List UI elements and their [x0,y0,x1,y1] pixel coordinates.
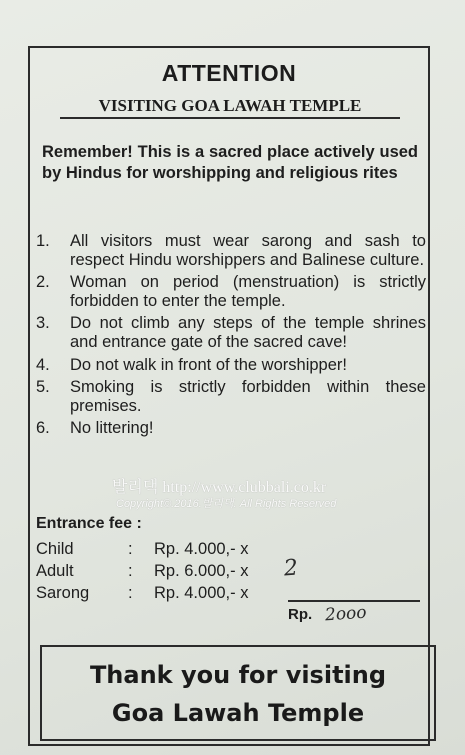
thanks-line-2: Goa Lawah Temple [111,699,365,727]
notice-title: ATTENTION [161,60,297,86]
fee-price: Rp. 6.000,- x [154,562,249,580]
watermark [112,474,464,511]
rules-list [36,232,426,442]
rule-number: 3. [36,314,50,333]
fee-label: Adult [36,562,74,580]
rule-item [36,232,426,269]
rule-number: 1. [36,232,50,250]
rule-number: 4. [36,355,50,374]
rule-text: Do not climb any steps of the temple shrines and entrance gate of the sacred cave! [70,314,426,351]
thanks-line-1: Thank you for visiting [89,661,387,689]
watermark-copyright: Copyright©.2016.발리댁. All Rights Reserved [116,498,337,510]
rule-number: 2. [36,273,50,292]
fee-label: Child [36,540,74,558]
fee-price: Rp. 4.000,- x [154,584,249,602]
rule-text: Do not walk in front of the worshipper! [70,355,347,374]
rule-text: Smoking is strictly forbidden within these premises. [70,378,426,415]
fee-colon: : [128,584,133,602]
entrance-fee-heading: Entrance fee : [36,515,142,532]
rule-number: 6. [36,419,50,438]
rule-item [36,356,426,375]
rule-text: All visitors must wear sarong and sash to respect Hindu worshippers and Balinese culture. [70,232,426,269]
fee-price: Rp. 4.000,- x [154,540,249,558]
handwritten-total: 2ooo [324,602,368,626]
watermark-url: 발리댁 http://www.clubbali.co.kr [112,479,327,496]
fee-colon: : [128,540,133,558]
notice-subtitle: VISITING GOA LAWAH TEMPLE [60,96,400,119]
rule-item [36,314,426,351]
total-prefix: Rp. [288,606,313,623]
rule-item [36,419,426,438]
remember-paragraph: Remember! This is a sacred place actively used by Hindus for worshipping and religious rites [42,143,418,182]
total-underline [288,600,420,602]
rule-item [36,378,426,415]
fee-label: Sarong [36,584,90,602]
rule-item [36,273,426,310]
rule-text: No littering! [70,419,154,438]
rule-number: 5. [36,378,50,397]
fee-colon: : [128,562,133,580]
rule-text: Woman on period (menstruation) is strictly forbidden to enter the temple. [70,273,426,310]
handwritten-quantity: 2 [283,555,299,582]
thank-you-message [40,656,436,732]
